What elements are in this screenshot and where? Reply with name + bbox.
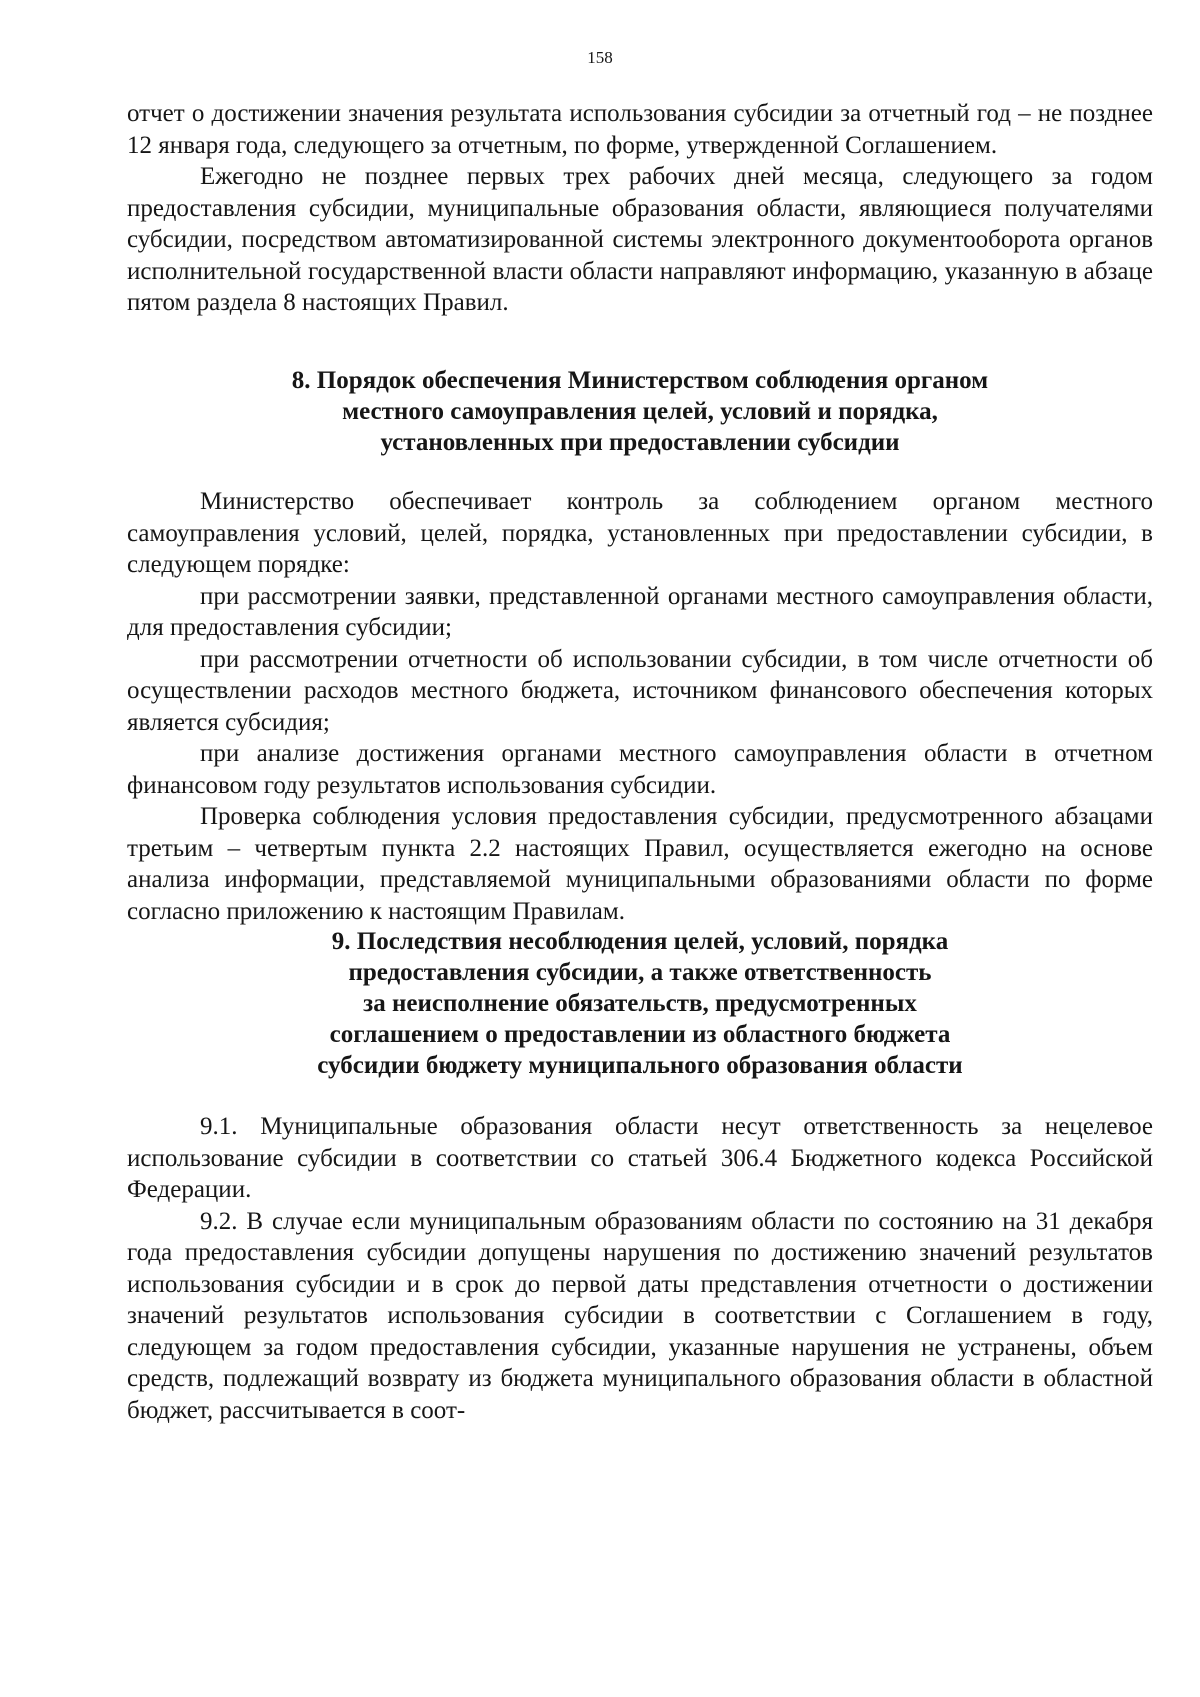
paragraph: Проверка соблюдения условия предоставления субсидии, предусмотренного абзацами третьим – четвертым пункта 2.2 настоящих Правил, осуществляется ежегодно на основе анализа информации, представляемой муниципальными образованиями области по форме согласно приложению к настоящим Правилам. xyxy=(127,803,1153,925)
heading-line: 9. Последствия несоблюдения целей, условий, порядка xyxy=(331,928,949,955)
section-8-text xyxy=(127,486,1153,927)
section-9-text xyxy=(127,1111,1153,1426)
section-9-heading xyxy=(127,926,1153,1081)
paragraph: Ежегодно не позднее первых трех рабочих дней месяца, следующего за годом предоставления субсидии, муниципальные образования области, являющиеся получателями субсидии, посредством автоматизированной системы электронного документооборота органов исполнительной государственной власти области направляют информацию, указанную в абзаце пятом раздела 8 настоящих Правил. xyxy=(127,163,1153,316)
paragraph: при рассмотрении заявки, представленной органами местного самоуправления области, для предоставления субсидии; xyxy=(127,582,1153,641)
heading-line: местного самоуправления целей, условий и порядка, xyxy=(342,398,938,425)
heading-line: соглашением о предоставлении из областного бюджета xyxy=(329,1021,951,1048)
paragraph: 9.1. Муниципальные образования области несут ответственность за нецелевое использование субсидии в соответствии со статьей 306.4 Бюджетного кодекса Российской Федерации. xyxy=(127,1113,1153,1203)
heading-line: за неисполнение обязательств, предусмотренных xyxy=(363,990,917,1017)
paragraph: при рассмотрении отчетности об использовании субсидии, в том числе отчетности об осуществлении расходов местного бюджета, источником финансового обеспечения которых является субсидия; xyxy=(127,645,1153,736)
heading-line: предоставления субсидии, а также ответственность xyxy=(348,959,932,986)
paragraph: отчет о достижении значения результата использования субсидии за отчетный год – не позднее 12 января года, следующего за отчетным, по форме, утвержденной Соглашением. xyxy=(127,100,1153,159)
heading-line: 8. Порядок обеспечения Министерством соблюдения органом xyxy=(291,367,989,394)
heading-line: установленных при предоставлении субсидии xyxy=(380,429,900,456)
heading-line: субсидии бюджету муниципального образования области xyxy=(317,1052,963,1079)
paragraph: 9.2. В случае если муниципальным образованиям области по состоянию на 31 декабря года предоставления субсидии допущены нарушения по достижению значений результатов использования субсидии и в срок до первой даты представления отчетности о достижении значений результатов использования субсидии в соответствии с Соглашением в году, следующем за годом предоставления субсидии, указанные нарушения не устранены, объем средств, подлежащий возврату из бюджета муниципального образования области в областной бюджет, рассчитывается в соот- xyxy=(127,1207,1153,1424)
intro-text xyxy=(127,98,1153,319)
page-number: 158 xyxy=(587,48,613,67)
section-8-heading xyxy=(127,365,1153,458)
paragraph: Министерство обеспечивает контроль за соблюдением органом местного самоуправления условий, целей, порядка, установленных при предоставлении субсидии, в следующем порядке: xyxy=(127,488,1153,578)
paragraph: при анализе достижения органами местного самоуправления области в отчетном финансовом году результатов использования субсидии. xyxy=(127,740,1153,799)
